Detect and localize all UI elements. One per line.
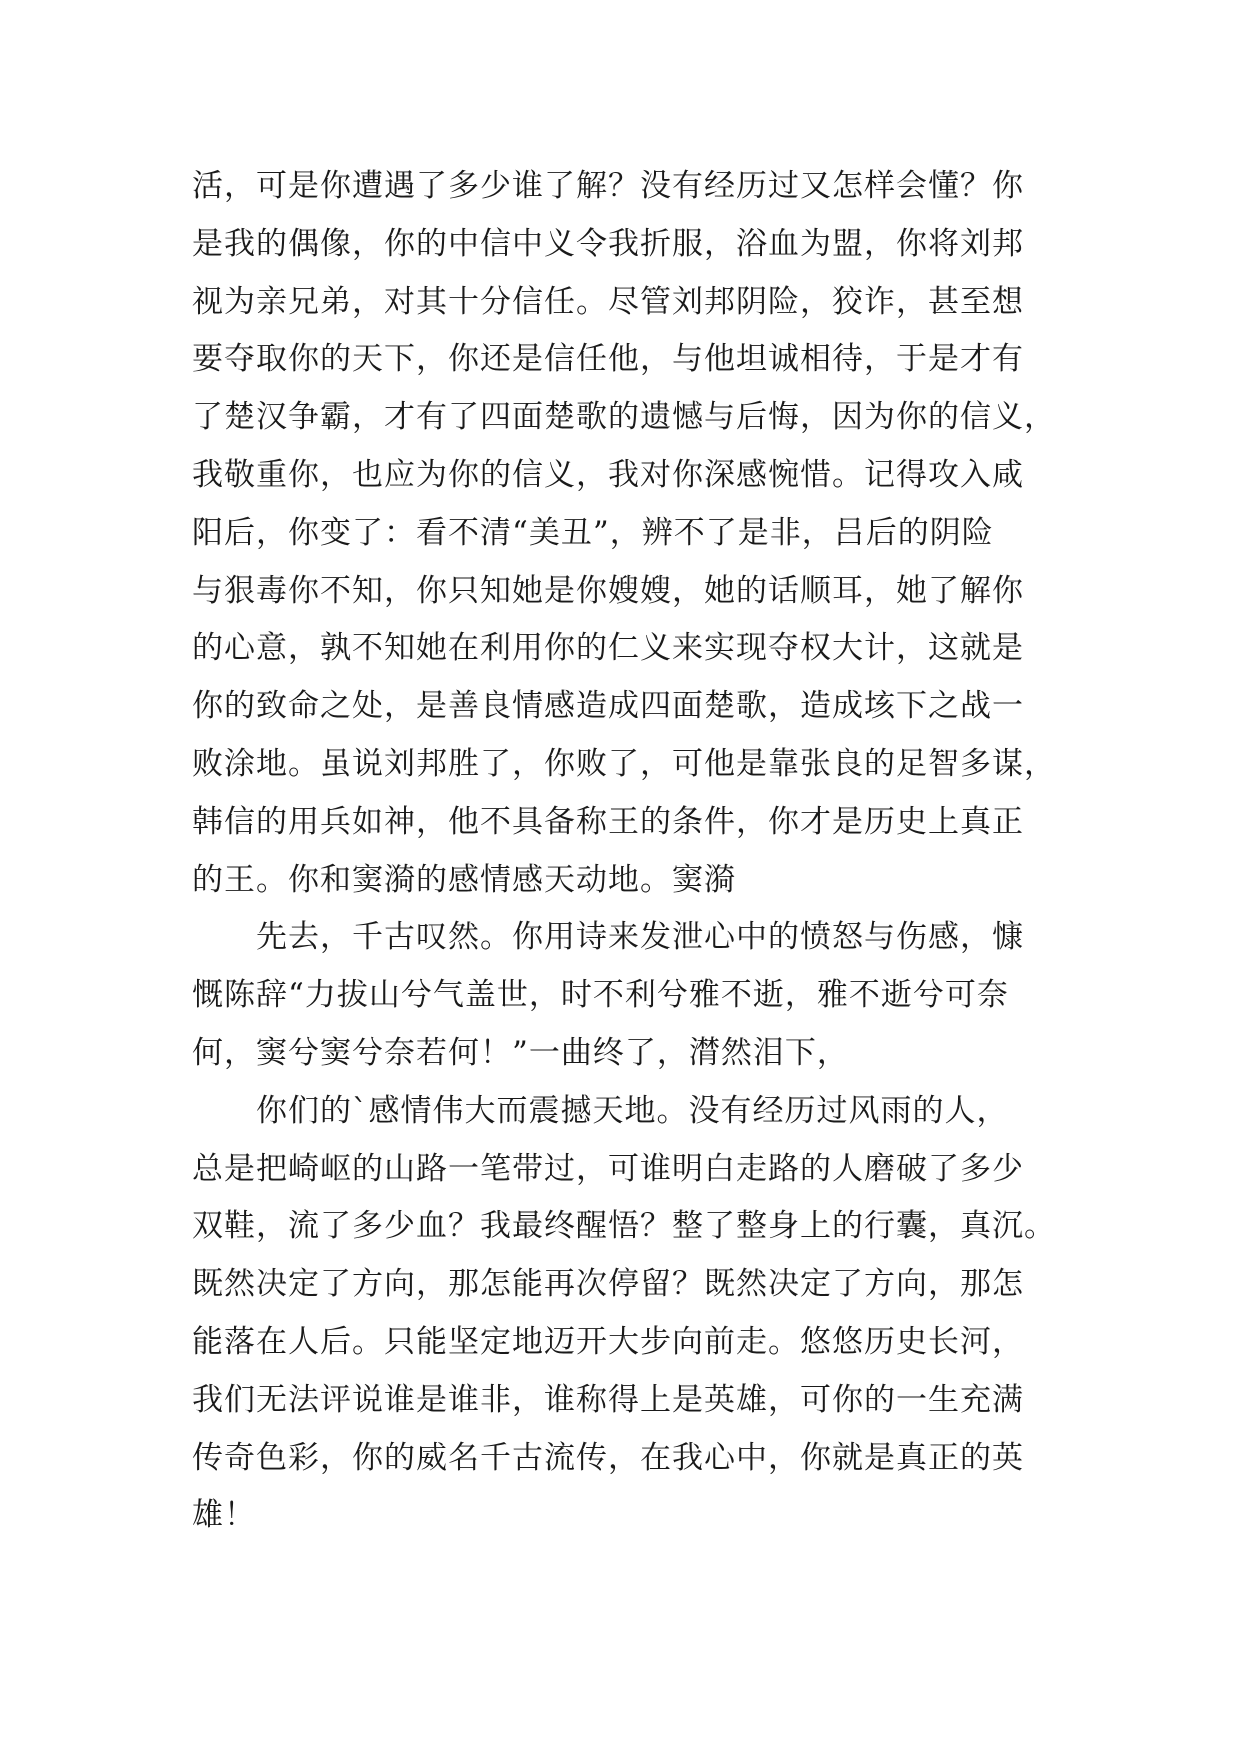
text-line: 雄！ (192, 1497, 256, 1534)
text-line: 双鞋，流了多少血？我最终醒悟？整了整身上的行囊，真沉。 (192, 1208, 1056, 1245)
text-line: 阳后，你变了：看不清“美丑”，辨不了是非，吕后的阴险 (192, 514, 994, 551)
text-line: 视为亲兄弟，对其十分信任。尽管刘邦阴险，狡诈，甚至想 (192, 283, 1024, 320)
paragraph (192, 158, 1072, 909)
text-line: 先去，千古叹然。你用诗来发泄心中的愤怒与伤感，慷 (256, 919, 1024, 956)
text-line: 的心意，孰不知她在利用你的仁义来实现夺权大计，这就是 (192, 630, 1024, 667)
text-line: 你的致命之处，是善良情感造成四面楚歌，造成垓下之战一 (192, 688, 1024, 725)
text-line: 败涂地。虽说刘邦胜了，你败了，可他是靠张良的足智多谋， (192, 745, 1056, 782)
text-line: 总是把崎岖的山路一笔带过，可谁明白走路的人磨破了多少 (192, 1150, 1024, 1187)
text-line: 既然决定了方向，那怎能再次停留？既然决定了方向，那怎 (192, 1266, 1024, 1303)
text-line: 是我的偶像，你的中信中义令我折服，浴血为盟，你将刘邦 (192, 225, 1024, 262)
text-line: 韩信的用兵如神，他不具备称王的条件，你才是历史上真正 (192, 803, 1024, 840)
text-line: 传奇色彩，你的威名千古流传，在我心中，你就是真正的英 (192, 1439, 1024, 1476)
text-line: 我敬重你，也应为你的信义，我对你深感惋惜。记得攻入咸 (192, 456, 1024, 493)
text-line: 活，可是你遭遇了多少谁了解？没有经历过又怎样会懂？你 (192, 168, 1024, 204)
text-line: 慨陈辞“力拔山兮气盖世，时不利兮雅不逝，雅不逝兮可奈 (192, 977, 1009, 1014)
paragraph (192, 1083, 1072, 1545)
text-line: 与狠毒你不知，你只知她是你嫂嫂，她的话顺耳，她了解你 (192, 572, 1024, 609)
text-line: 的王。你和窦漪的感情感天动地。窦漪 (192, 861, 736, 898)
text-line: 要夺取你的天下，你还是信任他，与他坦诚相待，于是才有 (192, 341, 1024, 378)
text-line: 我们无法评说谁是谁非，谁称得上是英雄，可你的一生充满 (192, 1381, 1024, 1418)
text-line: 你们的`感情伟大而震撼天地。没有经历过风雨的人， (256, 1092, 1009, 1129)
text-line: 何，窦兮窦兮奈若何！”一曲终了，潸然泪下， (192, 1034, 849, 1071)
document-body (192, 158, 1072, 1545)
text-line: 了楚汉争霸，才有了四面楚歌的遗憾与后悔，因为你的信义， (192, 399, 1056, 436)
paragraph (192, 909, 1072, 1082)
text-line: 能落在人后。只能坚定地迈开大步向前走。悠悠历史长河， (192, 1323, 1024, 1360)
